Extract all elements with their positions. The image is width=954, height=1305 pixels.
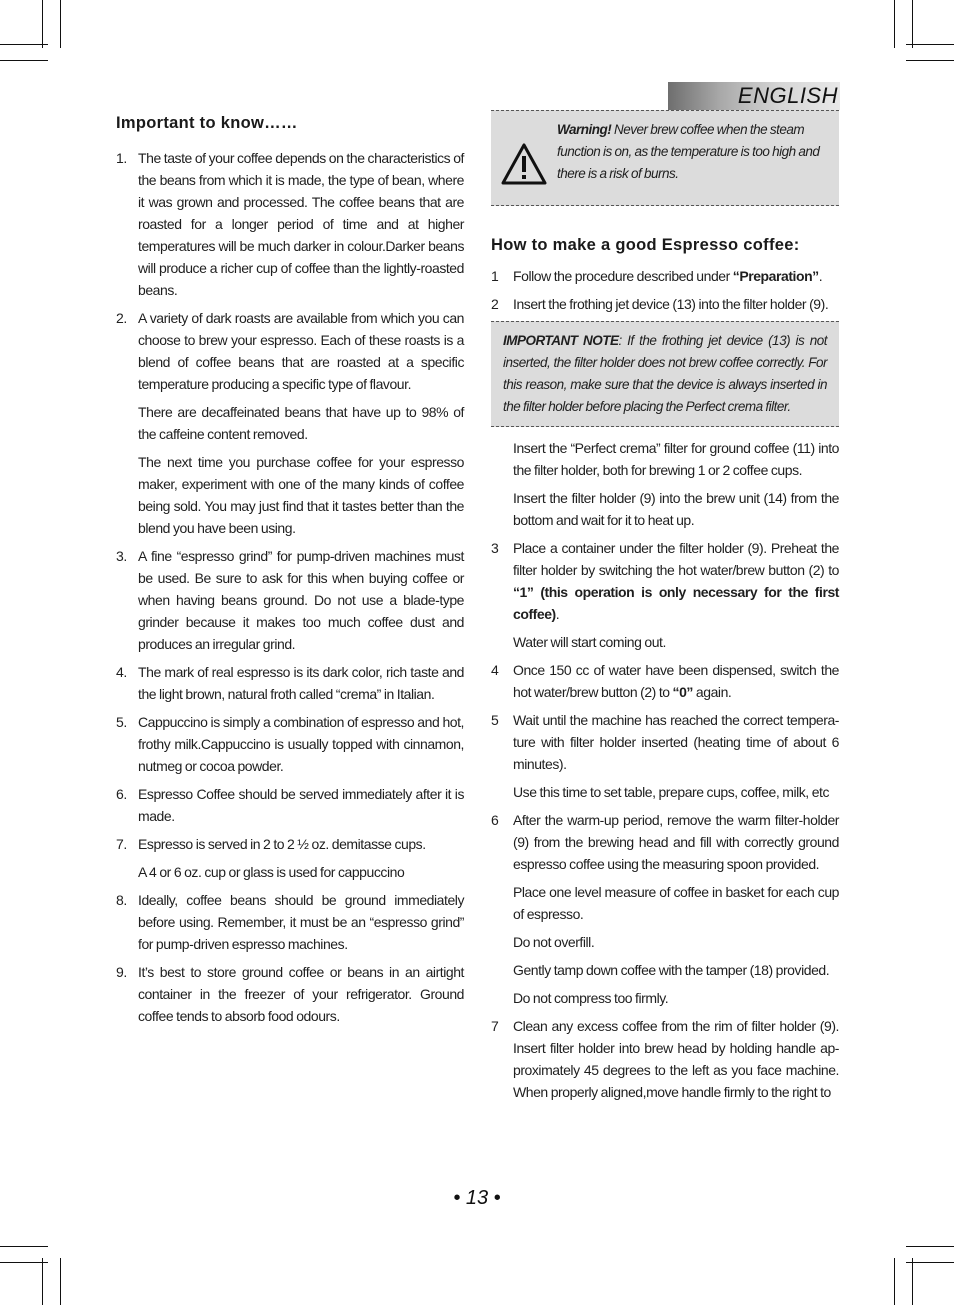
crop-mark: [0, 1262, 48, 1263]
list-number: 9.: [116, 964, 127, 980]
crop-mark: [0, 44, 48, 45]
step-number: 1: [491, 268, 499, 284]
list-number: 7.: [116, 836, 127, 852]
crop-mark: [912, 1258, 913, 1305]
list-number: 3.: [116, 548, 127, 564]
step-number: 3: [491, 540, 499, 556]
crop-mark: [0, 1246, 48, 1247]
step-item: [491, 265, 839, 287]
list-number: 4.: [116, 664, 127, 680]
list-paragraph: Espresso Coffee should be served immediately after it is made.: [138, 786, 464, 824]
language-label: ENGLISH: [737, 83, 838, 108]
list-item: [116, 961, 464, 1027]
espresso-steps: [491, 265, 839, 1103]
important-note-box: [491, 321, 839, 427]
crop-mark: [906, 1262, 954, 1263]
step-text: Place a container under the filter holder (9). Preheat the filter holder by switching the hot water/brew button (2) to: [513, 540, 839, 578]
step-item: [491, 659, 839, 703]
crop-mark: [60, 1258, 61, 1305]
step-text: Follow the procedure described under: [513, 268, 733, 284]
list-paragraph: It’s best to store ground coffee or beans in an airtight container in the freezer of your refrigerator. Ground coffee tends to absorb food odours.: [138, 964, 464, 1024]
crop-mark: [906, 44, 954, 45]
list-number: 8.: [116, 892, 127, 908]
step-paragraph: Use this time to set table, prepare cups, coffee, milk, etc: [513, 784, 830, 800]
step-number: 6: [491, 812, 499, 828]
list-paragraph: There are decaffeinated beans that have up to 98% of the caffeine content removed.: [138, 404, 464, 442]
crop-mark: [906, 60, 954, 61]
list-item: [116, 307, 464, 539]
list-paragraph: Ideally, coffee beans should be ground immediately before using. Remember, it must be an “espresso grind” for pump-driven espresso machines.: [138, 892, 464, 952]
list-item: [116, 889, 464, 955]
page-number: • 13 •: [453, 1187, 501, 1209]
crop-mark: [894, 0, 895, 48]
step-text: Wait until the machine has reached the correct tempera-ture with filter holder inserted (heating time of about 6 minutes).: [513, 712, 839, 772]
warning-triangle-icon: [501, 143, 547, 185]
note-label: IMPORTANT NOTE: [503, 333, 619, 348]
right-column: [491, 110, 839, 1109]
list-number: 1.: [116, 150, 127, 166]
crop-mark: [42, 0, 43, 48]
step-text: .: [555, 606, 560, 622]
crop-mark: [60, 0, 61, 48]
warning-label: Warning!: [557, 122, 612, 137]
step-paragraph: Insert the “Perfect crema” filter for ground coffee (11) into the filter holder, both for brewing 1 or 2 coffee cups.: [513, 440, 839, 478]
crop-mark: [0, 60, 48, 61]
list-number: 5.: [116, 714, 127, 730]
list-number: 2.: [116, 310, 127, 326]
step-paragraph: Do not overfill.: [513, 934, 595, 950]
step-paragraph: Place one level measure of coffee in basket for each cup of espresso.: [513, 884, 839, 922]
list-paragraph: A fine “espresso grind” for pump-driven machines must be used. Be sure to ask for this when buying coffee or when having beans ground. Do not use a blade-type grinder because it makes too much coffee dust and produces an irregular grind.: [138, 548, 464, 652]
list-item: [116, 833, 464, 883]
step-item: [491, 709, 839, 803]
section-heading-espresso: How to make a good Espresso coffee:: [491, 236, 800, 254]
list-paragraph: A 4 or 6 oz. cup or glass is used for cappuccino: [138, 864, 405, 880]
step-bold-text: “Preparation”: [732, 268, 819, 284]
step-paragraph: Gently tamp down coffee with the tamper (18) provided.: [513, 962, 830, 978]
step-item: [491, 537, 839, 653]
list-item: [116, 711, 464, 777]
list-item: [116, 545, 464, 655]
step-number: 2: [491, 296, 499, 312]
warning-box: [491, 110, 839, 206]
list-paragraph: The mark of real espresso is its dark color, rich taste and the light brown, natural froth called “crema” in Italian.: [138, 664, 464, 702]
language-header: [668, 82, 840, 110]
step-paragraph: Insert the filter holder (9) into the brew unit (14) from the bottom and wait for it to heat up.: [513, 490, 839, 528]
list-paragraph: Cappuccino is simply a combination of espresso and hot, frothy milk.Cappuccino is usually topped with cinnamon, nutmeg or cocoa powder.: [138, 714, 464, 774]
step-item: [491, 809, 839, 1009]
step-number: 4: [491, 662, 499, 678]
list-number: 6.: [116, 786, 127, 802]
crop-mark: [894, 1258, 895, 1305]
step-text: again.: [692, 684, 732, 700]
crop-mark: [42, 1258, 43, 1305]
step-text: Insert the frothing jet device (13) into the filter holder (9).: [513, 296, 829, 312]
list-paragraph: The next time you purchase coffee for your espresso maker, experiment with one of the many kinds of coffee being sold. You may just find that it tastes better than the blend you have been using.: [138, 454, 464, 536]
warning-message: Never brew coffee when the steam function is on, as the temperature is too high and there is a risk of burns.: [557, 122, 820, 181]
step-paragraph: Water will start coming out.: [513, 634, 666, 650]
crop-mark: [912, 0, 913, 48]
list-item: [116, 661, 464, 705]
warning-text: [557, 119, 829, 185]
list-paragraph: Espresso is served in 2 to 2 ½ oz. demitasse cups.: [138, 836, 426, 852]
step-item: [491, 293, 839, 315]
list-item: [116, 147, 464, 301]
left-column: [116, 110, 464, 1033]
step-text: Clean any excess coffee from the rim of filter holder (9). Insert filter holder into brew head by holding handle ap-proximately 45 degrees to the left as you face machine. When properly aligned,move handle firmly to the right to: [513, 1018, 839, 1100]
section-heading-important: Important to know……: [116, 114, 298, 132]
list-paragraph: A variety of dark roasts are available from which you can choose to brew your espresso. Each of these roasts is a blend of coffee beans that are roasted at a specific temperature producing a specific type of flavour.: [138, 310, 464, 392]
list-paragraph: The taste of your coffee depends on the characteristics of the beans from which it is made, the type of bean, where it was grown and processed. The coffee beans that are roasted for a longer period of time and at higher temperatures will be much darker in colour.Darker beans will produce a richer cup of coffee than the lightly-roasted beans.: [138, 150, 464, 298]
important-list: [116, 147, 464, 1027]
step-paragraph: After the warm-up period, remove the warm filter-holder (9) from the brewing head and fill with correctly ground espresso coffee using the measuring spoon provided.: [513, 812, 839, 872]
step-text: .: [818, 268, 823, 284]
note-text: : If the frothing jet device (13) is not inserted, the filter holder does not brew coffee correctly. For this reason, make sure that the device is always inserted in the filter holder before placing the Perfect crema filter.: [503, 333, 828, 414]
step-bold-text: “1” (this operation is only necessary for the first coffee): [513, 584, 839, 622]
step-number: 7: [491, 1018, 499, 1034]
step-paragraph: Do not compress too firmly.: [513, 990, 669, 1006]
step-bold-text: “0”: [672, 684, 693, 700]
step-item: [491, 1015, 839, 1103]
step-text: Once 150 cc of water have been dispensed, switch the hot water/brew button (2) to: [513, 662, 839, 700]
list-item: [116, 783, 464, 827]
crop-mark: [906, 1246, 954, 1247]
step-number: 5: [491, 712, 499, 728]
